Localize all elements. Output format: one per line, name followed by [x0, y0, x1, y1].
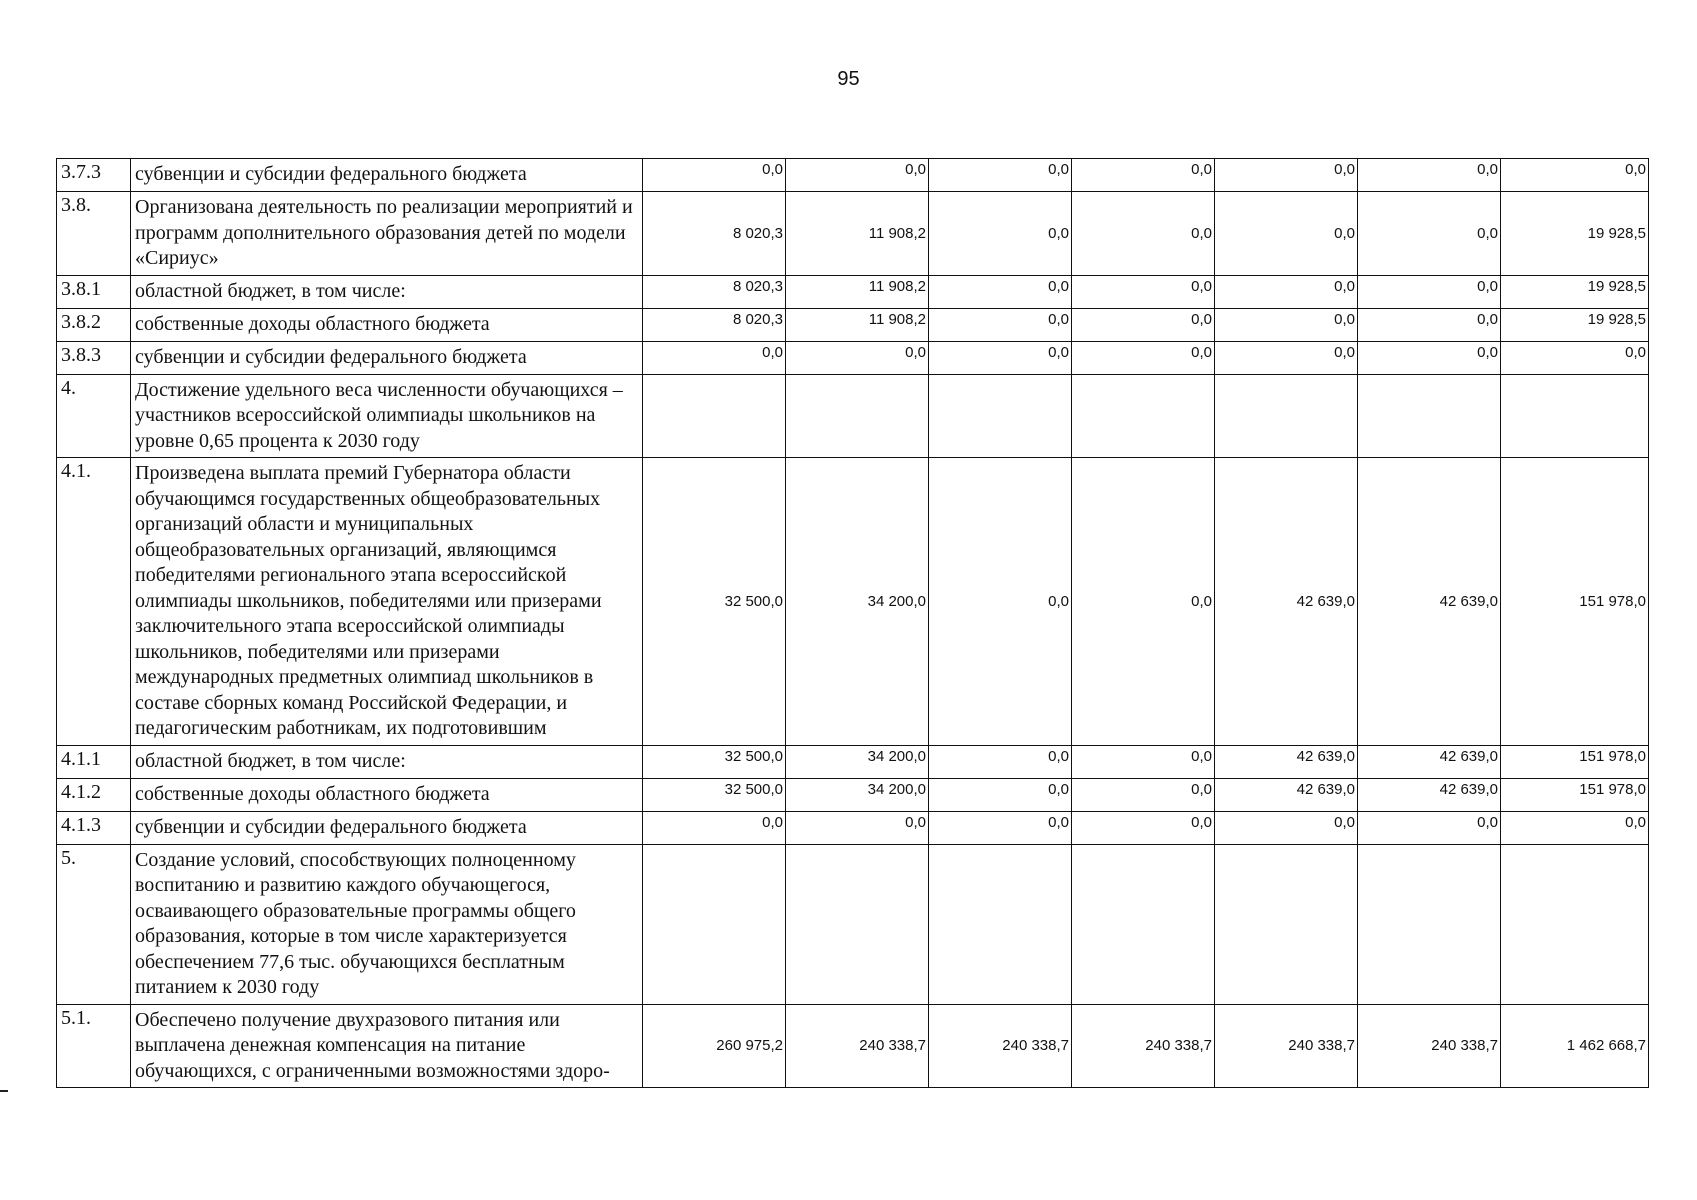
value-cell	[1215, 844, 1358, 1004]
value-cell: 0,0	[929, 192, 1072, 276]
row-description: Организована деятельность по реализации мероприятий и программ дополнительного образования детей по модели «Сириус»	[131, 192, 643, 276]
value-cell	[1072, 374, 1215, 458]
value-cell: 0,0	[1358, 811, 1501, 844]
value-cell: 0,0	[643, 811, 786, 844]
value-cell: 42 639,0	[1358, 458, 1501, 746]
value-cell: 0,0	[786, 811, 929, 844]
value-cell: 8 020,3	[643, 192, 786, 276]
value-cell: 0,0	[1072, 192, 1215, 276]
value-cell	[786, 374, 929, 458]
value-cell: 34 200,0	[786, 778, 929, 811]
value-cell: 0,0	[929, 308, 1072, 341]
margin-mark	[0, 1090, 8, 1092]
value-cell: 0,0	[1072, 745, 1215, 778]
total-cell: 151 978,0	[1501, 745, 1649, 778]
row-description: собственные доходы областного бюджета	[131, 778, 643, 811]
value-cell: 32 500,0	[643, 778, 786, 811]
value-cell: 240 338,7	[1358, 1004, 1501, 1088]
value-cell: 0,0	[1072, 275, 1215, 308]
value-cell: 240 338,7	[929, 1004, 1072, 1088]
value-cell: 32 500,0	[643, 745, 786, 778]
row-number: 4.1.2	[57, 778, 131, 811]
value-cell: 32 500,0	[643, 458, 786, 746]
value-cell: 240 338,7	[1072, 1004, 1215, 1088]
value-cell: 0,0	[786, 159, 929, 192]
row-number: 3.8.	[57, 192, 131, 276]
total-cell: 151 978,0	[1501, 458, 1649, 746]
table-row	[57, 458, 1649, 746]
row-number: 3.8.3	[57, 341, 131, 374]
row-number: 5.1.	[57, 1004, 131, 1088]
table-row	[57, 811, 1649, 844]
value-cell: 0,0	[1215, 341, 1358, 374]
value-cell: 0,0	[929, 745, 1072, 778]
value-cell: 0,0	[929, 778, 1072, 811]
value-cell: 11 908,2	[786, 192, 929, 276]
value-cell	[1072, 844, 1215, 1004]
row-number: 4.1.3	[57, 811, 131, 844]
table-row	[57, 374, 1649, 458]
value-cell: 8 020,3	[643, 275, 786, 308]
value-cell: 42 639,0	[1358, 778, 1501, 811]
value-cell: 0,0	[1215, 308, 1358, 341]
value-cell: 0,0	[929, 159, 1072, 192]
table-row	[57, 778, 1649, 811]
value-cell: 34 200,0	[786, 745, 929, 778]
value-cell: 42 639,0	[1215, 778, 1358, 811]
value-cell: 0,0	[786, 341, 929, 374]
total-cell: 0,0	[1501, 159, 1649, 192]
value-cell: 0,0	[1215, 192, 1358, 276]
total-cell: 151 978,0	[1501, 778, 1649, 811]
row-description: субвенции и субсидии федерального бюджета	[131, 341, 643, 374]
value-cell: 11 908,2	[786, 275, 929, 308]
row-number: 3.8.1	[57, 275, 131, 308]
row-description: Произведена выплата премий Губернатора области обучающимся государственных общеобразовательных организаций области и муниципальных общеобразовательных организаций, являющимся победителями регионального этапа всероссийской олимпиады школьников, победителями или призерами заключительного этапа всероссийской олимпиады школьников, победителями или призерами международных предметных олимпиад школьников в составе сборных команд Российской Федерации, и педагогическим работникам, их подготовившим	[131, 458, 643, 746]
value-cell	[1215, 374, 1358, 458]
row-number: 3.7.3	[57, 159, 131, 192]
row-number: 5.	[57, 844, 131, 1004]
value-cell: 0,0	[1072, 778, 1215, 811]
value-cell: 0,0	[643, 341, 786, 374]
value-cell: 0,0	[929, 275, 1072, 308]
value-cell: 42 639,0	[1358, 745, 1501, 778]
value-cell: 8 020,3	[643, 308, 786, 341]
value-cell: 0,0	[929, 458, 1072, 746]
total-cell: 19 928,5	[1501, 308, 1649, 341]
value-cell: 0,0	[1072, 308, 1215, 341]
value-cell	[929, 374, 1072, 458]
value-cell: 240 338,7	[786, 1004, 929, 1088]
row-number: 4.1.1	[57, 745, 131, 778]
table-row	[57, 308, 1649, 341]
value-cell: 0,0	[1072, 341, 1215, 374]
value-cell: 34 200,0	[786, 458, 929, 746]
table-row	[57, 192, 1649, 276]
value-cell: 11 908,2	[786, 308, 929, 341]
row-number: 4.1.	[57, 458, 131, 746]
value-cell	[929, 844, 1072, 1004]
value-cell: 0,0	[1358, 275, 1501, 308]
value-cell	[643, 844, 786, 1004]
total-cell	[1501, 844, 1649, 1004]
total-cell: 1 462 668,7	[1501, 1004, 1649, 1088]
value-cell: 0,0	[1215, 159, 1358, 192]
row-description: собственные доходы областного бюджета	[131, 308, 643, 341]
table-row	[57, 275, 1649, 308]
value-cell: 0,0	[1215, 275, 1358, 308]
table-row	[57, 745, 1649, 778]
table-row	[57, 844, 1649, 1004]
value-cell: 0,0	[1215, 811, 1358, 844]
value-cell: 0,0	[643, 159, 786, 192]
budget-table	[56, 158, 1649, 1088]
value-cell: 0,0	[1072, 811, 1215, 844]
value-cell: 42 639,0	[1215, 458, 1358, 746]
value-cell: 0,0	[1358, 159, 1501, 192]
value-cell: 0,0	[1358, 192, 1501, 276]
total-cell: 0,0	[1501, 811, 1649, 844]
row-number: 4.	[57, 374, 131, 458]
value-cell: 0,0	[1072, 159, 1215, 192]
value-cell	[1358, 374, 1501, 458]
row-description: субвенции и субсидии федерального бюджета	[131, 811, 643, 844]
value-cell: 0,0	[929, 341, 1072, 374]
value-cell: 0,0	[1358, 341, 1501, 374]
total-cell	[1501, 374, 1649, 458]
row-description: субвенции и субсидии федерального бюджета	[131, 159, 643, 192]
value-cell: 42 639,0	[1215, 745, 1358, 778]
value-cell: 0,0	[1072, 458, 1215, 746]
table-body	[57, 159, 1649, 1088]
total-cell: 19 928,5	[1501, 192, 1649, 276]
total-cell: 0,0	[1501, 341, 1649, 374]
table-row	[57, 159, 1649, 192]
value-cell: 260 975,2	[643, 1004, 786, 1088]
value-cell	[643, 374, 786, 458]
value-cell: 0,0	[929, 811, 1072, 844]
value-cell	[1358, 844, 1501, 1004]
row-description: Достижение удельного веса численности обучающихся – участников всероссийской олимпиады школьников на уровне 0,65 процента к 2030 году	[131, 374, 643, 458]
row-description: Обеспечено получение двухразового питания или выплачена денежная компенсация на питание обучающихся, с ограниченными возможностями здоро-	[131, 1004, 643, 1088]
row-description: областной бюджет, в том числе:	[131, 745, 643, 778]
page-number: 95	[837, 68, 860, 90]
row-number: 3.8.2	[57, 308, 131, 341]
total-cell: 19 928,5	[1501, 275, 1649, 308]
value-cell	[786, 844, 929, 1004]
row-description: областной бюджет, в том числе:	[131, 275, 643, 308]
value-cell: 240 338,7	[1215, 1004, 1358, 1088]
table-row	[57, 341, 1649, 374]
row-description: Создание условий, способствующих полноценному воспитанию и развитию каждого обучающегося, осваивающего образовательные программы общего образования, которые в том числе характеризуется обеспечением 77,6 тыс. обучающихся бесплатным питанием к 2030 году	[131, 844, 643, 1004]
table-row	[57, 1004, 1649, 1088]
value-cell: 0,0	[1358, 308, 1501, 341]
